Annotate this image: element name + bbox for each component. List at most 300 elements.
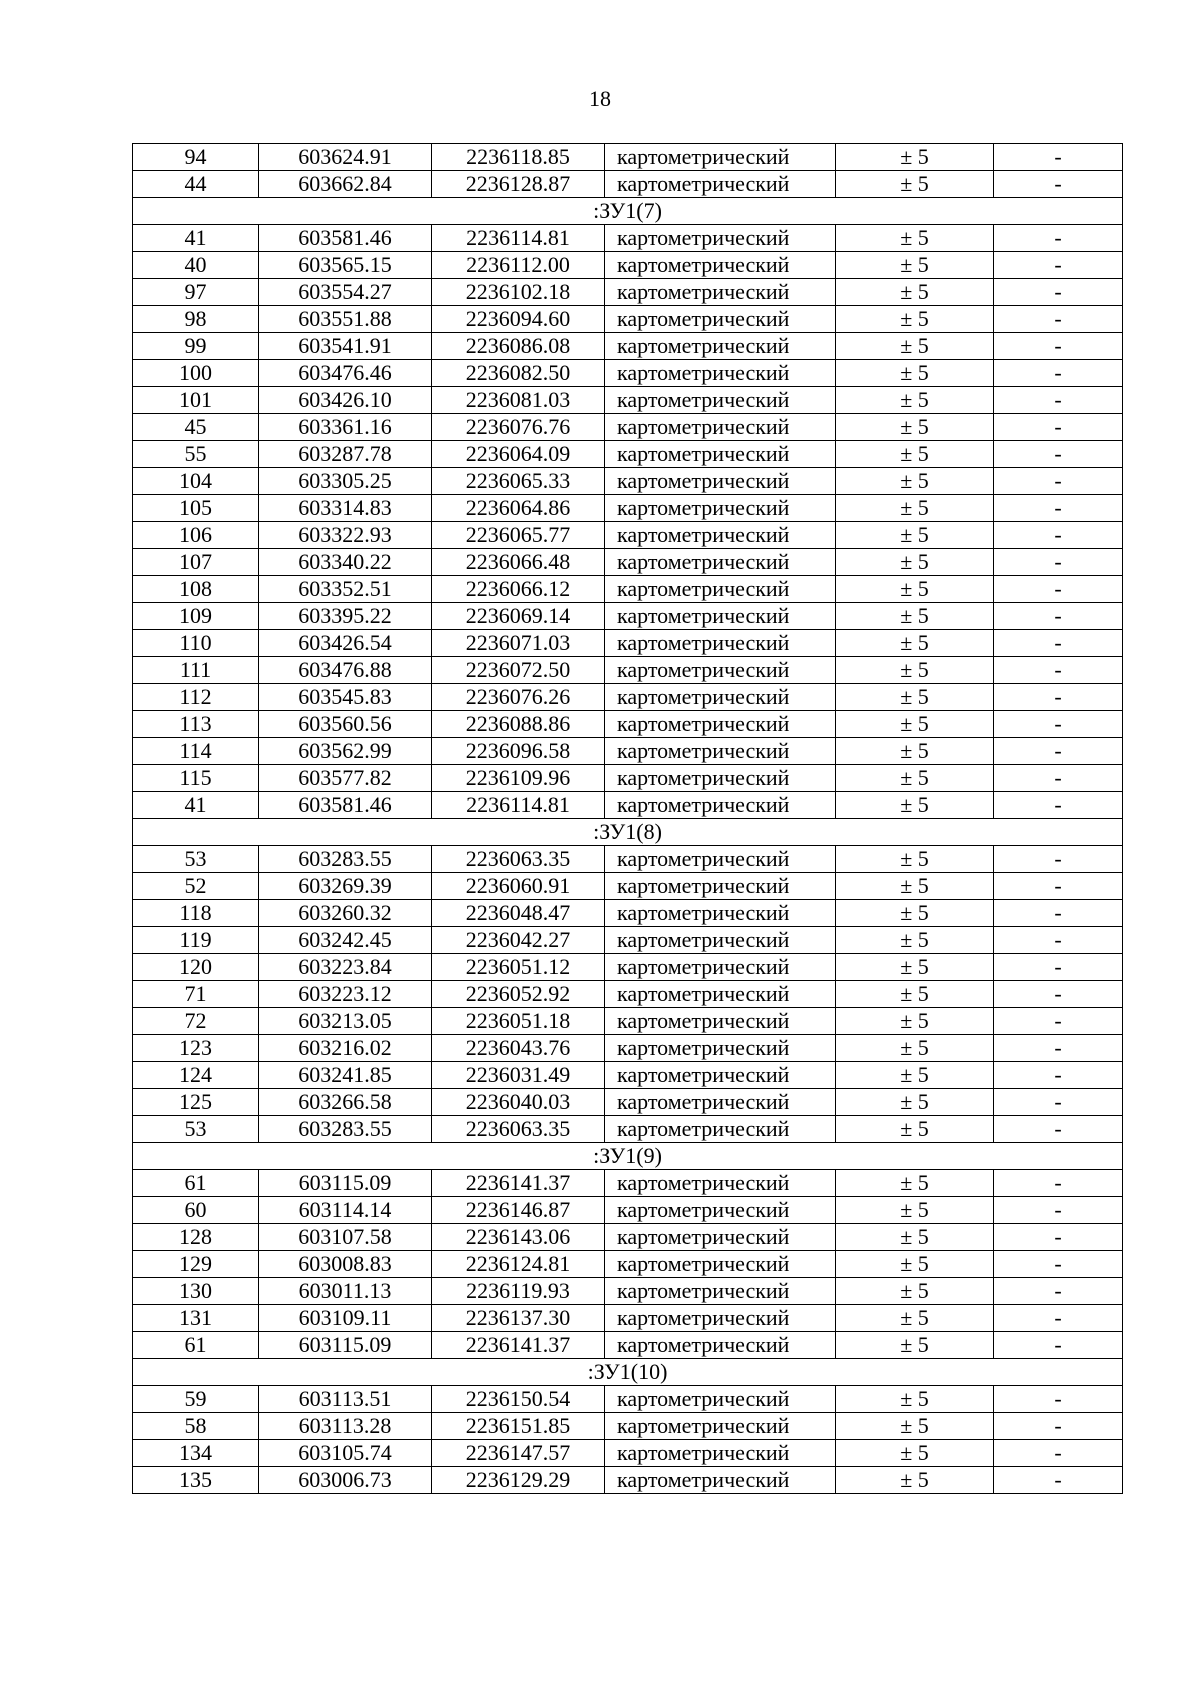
y-coordinate-cell: 2236137.30 [432, 1305, 605, 1332]
table-row [133, 900, 1123, 927]
accuracy-cell: ± 5 [836, 981, 994, 1008]
y-coordinate-cell: 2236119.93 [432, 1278, 605, 1305]
description-cell: - [994, 279, 1123, 306]
method-cell: картометрический [605, 495, 836, 522]
description-cell: - [994, 927, 1123, 954]
method-cell: картометрический [605, 900, 836, 927]
table-row [133, 927, 1123, 954]
description-cell: - [994, 873, 1123, 900]
accuracy-cell: ± 5 [836, 468, 994, 495]
description-cell: - [994, 711, 1123, 738]
x-coordinate-cell: 603352.51 [259, 576, 432, 603]
table-row [133, 549, 1123, 576]
method-cell: картометрический [605, 549, 836, 576]
method-cell: картометрический [605, 1440, 836, 1467]
x-coordinate-cell: 603114.14 [259, 1197, 432, 1224]
point-number-cell: 108 [133, 576, 259, 603]
x-coordinate-cell: 603287.78 [259, 441, 432, 468]
accuracy-cell: ± 5 [836, 1224, 994, 1251]
y-coordinate-cell: 2236147.57 [432, 1440, 605, 1467]
description-cell: - [994, 684, 1123, 711]
y-coordinate-cell: 2236065.33 [432, 468, 605, 495]
table-row [133, 1278, 1123, 1305]
table-row [133, 279, 1123, 306]
table-row [133, 441, 1123, 468]
accuracy-cell: ± 5 [836, 603, 994, 630]
accuracy-cell: ± 5 [836, 225, 994, 252]
y-coordinate-cell: 2236114.81 [432, 792, 605, 819]
table-row [133, 1224, 1123, 1251]
x-coordinate-cell: 603107.58 [259, 1224, 432, 1251]
x-coordinate-cell: 603266.58 [259, 1089, 432, 1116]
description-cell: - [994, 144, 1123, 171]
x-coordinate-cell: 603581.46 [259, 792, 432, 819]
point-number-cell: 112 [133, 684, 259, 711]
table-row [133, 1440, 1123, 1467]
accuracy-cell: ± 5 [836, 387, 994, 414]
table-row [133, 333, 1123, 360]
x-coordinate-cell: 603624.91 [259, 144, 432, 171]
point-number-cell: 104 [133, 468, 259, 495]
description-cell: - [994, 1170, 1123, 1197]
accuracy-cell: ± 5 [836, 954, 994, 981]
method-cell: картометрический [605, 1305, 836, 1332]
description-cell: - [994, 603, 1123, 630]
table-row [133, 981, 1123, 1008]
description-cell: - [994, 1332, 1123, 1359]
table-row [133, 711, 1123, 738]
x-coordinate-cell: 603105.74 [259, 1440, 432, 1467]
accuracy-cell: ± 5 [836, 900, 994, 927]
point-number-cell: 53 [133, 1116, 259, 1143]
point-number-cell: 58 [133, 1413, 259, 1440]
point-number-cell: 100 [133, 360, 259, 387]
table-row [133, 1332, 1123, 1359]
table-row [133, 873, 1123, 900]
accuracy-cell: ± 5 [836, 1008, 994, 1035]
y-coordinate-cell: 2236065.77 [432, 522, 605, 549]
point-number-cell: 129 [133, 1251, 259, 1278]
section-label: :ЗУ1(10) [133, 1359, 1123, 1386]
accuracy-cell: ± 5 [836, 1413, 994, 1440]
accuracy-cell: ± 5 [836, 306, 994, 333]
section-label: :ЗУ1(8) [133, 819, 1123, 846]
y-coordinate-cell: 2236060.91 [432, 873, 605, 900]
section-header-row [133, 198, 1123, 225]
method-cell: картометрический [605, 927, 836, 954]
description-cell: - [994, 306, 1123, 333]
description-cell: - [994, 333, 1123, 360]
x-coordinate-cell: 603476.46 [259, 360, 432, 387]
point-number-cell: 119 [133, 927, 259, 954]
y-coordinate-cell: 2236118.85 [432, 144, 605, 171]
method-cell: картометрический [605, 738, 836, 765]
accuracy-cell: ± 5 [836, 252, 994, 279]
table-row [133, 522, 1123, 549]
accuracy-cell: ± 5 [836, 927, 994, 954]
method-cell: картометрический [605, 387, 836, 414]
table-row [133, 954, 1123, 981]
accuracy-cell: ± 5 [836, 1116, 994, 1143]
method-cell: картометрический [605, 1224, 836, 1251]
method-cell: картометрический [605, 576, 836, 603]
x-coordinate-cell: 603551.88 [259, 306, 432, 333]
description-cell: - [994, 657, 1123, 684]
y-coordinate-cell: 2236076.76 [432, 414, 605, 441]
method-cell: картометрический [605, 765, 836, 792]
point-number-cell: 52 [133, 873, 259, 900]
x-coordinate-cell: 603269.39 [259, 873, 432, 900]
accuracy-cell: ± 5 [836, 1440, 994, 1467]
point-number-cell: 97 [133, 279, 259, 306]
point-number-cell: 45 [133, 414, 259, 441]
description-cell: - [994, 441, 1123, 468]
x-coordinate-cell: 603260.32 [259, 900, 432, 927]
method-cell: картометрический [605, 144, 836, 171]
point-number-cell: 107 [133, 549, 259, 576]
point-number-cell: 111 [133, 657, 259, 684]
accuracy-cell: ± 5 [836, 1251, 994, 1278]
method-cell: картометрический [605, 1008, 836, 1035]
description-cell: - [994, 846, 1123, 873]
description-cell: - [994, 1008, 1123, 1035]
method-cell: картометрический [605, 333, 836, 360]
table-row [133, 1386, 1123, 1413]
point-number-cell: 114 [133, 738, 259, 765]
y-coordinate-cell: 2236052.92 [432, 981, 605, 1008]
section-header-row [133, 819, 1123, 846]
method-cell: картометрический [605, 468, 836, 495]
method-cell: картометрический [605, 1386, 836, 1413]
method-cell: картометрический [605, 522, 836, 549]
y-coordinate-cell: 2236051.18 [432, 1008, 605, 1035]
method-cell: картометрический [605, 360, 836, 387]
x-coordinate-cell: 603361.16 [259, 414, 432, 441]
section-header-row [133, 1143, 1123, 1170]
x-coordinate-cell: 603545.83 [259, 684, 432, 711]
accuracy-cell: ± 5 [836, 873, 994, 900]
point-number-cell: 61 [133, 1332, 259, 1359]
table-row [133, 1008, 1123, 1035]
accuracy-cell: ± 5 [836, 765, 994, 792]
method-cell: картометрический [605, 1062, 836, 1089]
point-number-cell: 120 [133, 954, 259, 981]
y-coordinate-cell: 2236063.35 [432, 1116, 605, 1143]
description-cell: - [994, 468, 1123, 495]
y-coordinate-cell: 2236048.47 [432, 900, 605, 927]
table-row [133, 657, 1123, 684]
description-cell: - [994, 522, 1123, 549]
description-cell: - [994, 1089, 1123, 1116]
accuracy-cell: ± 5 [836, 441, 994, 468]
y-coordinate-cell: 2236063.35 [432, 846, 605, 873]
x-coordinate-cell: 603115.09 [259, 1332, 432, 1359]
x-coordinate-cell: 603216.02 [259, 1035, 432, 1062]
description-cell: - [994, 1224, 1123, 1251]
method-cell: картометрический [605, 1332, 836, 1359]
x-coordinate-cell: 603223.12 [259, 981, 432, 1008]
y-coordinate-cell: 2236109.96 [432, 765, 605, 792]
table-row [133, 603, 1123, 630]
method-cell: картометрический [605, 981, 836, 1008]
y-coordinate-cell: 2236141.37 [432, 1170, 605, 1197]
section-header-row [133, 1359, 1123, 1386]
table-row [133, 630, 1123, 657]
y-coordinate-cell: 2236124.81 [432, 1251, 605, 1278]
y-coordinate-cell: 2236088.86 [432, 711, 605, 738]
point-number-cell: 110 [133, 630, 259, 657]
table-row [133, 1467, 1123, 1494]
table-row [133, 468, 1123, 495]
accuracy-cell: ± 5 [836, 414, 994, 441]
method-cell: картометрический [605, 711, 836, 738]
x-coordinate-cell: 603283.55 [259, 846, 432, 873]
point-number-cell: 106 [133, 522, 259, 549]
method-cell: картометрический [605, 414, 836, 441]
y-coordinate-cell: 2236096.58 [432, 738, 605, 765]
point-number-cell: 60 [133, 1197, 259, 1224]
y-coordinate-cell: 2236064.09 [432, 441, 605, 468]
table-row [133, 765, 1123, 792]
method-cell: картометрический [605, 630, 836, 657]
table-row [133, 1170, 1123, 1197]
method-cell: картометрический [605, 279, 836, 306]
x-coordinate-cell: 603223.84 [259, 954, 432, 981]
description-cell: - [994, 792, 1123, 819]
y-coordinate-cell: 2236040.03 [432, 1089, 605, 1116]
point-number-cell: 118 [133, 900, 259, 927]
description-cell: - [994, 225, 1123, 252]
x-coordinate-cell: 603283.55 [259, 1116, 432, 1143]
table-row [133, 846, 1123, 873]
x-coordinate-cell: 603340.22 [259, 549, 432, 576]
y-coordinate-cell: 2236143.06 [432, 1224, 605, 1251]
x-coordinate-cell: 603565.15 [259, 252, 432, 279]
description-cell: - [994, 1062, 1123, 1089]
x-coordinate-cell: 603395.22 [259, 603, 432, 630]
point-number-cell: 130 [133, 1278, 259, 1305]
x-coordinate-cell: 603581.46 [259, 225, 432, 252]
method-cell: картометрический [605, 792, 836, 819]
table-row [133, 387, 1123, 414]
description-cell: - [994, 1305, 1123, 1332]
y-coordinate-cell: 2236102.18 [432, 279, 605, 306]
x-coordinate-cell: 603008.83 [259, 1251, 432, 1278]
point-number-cell: 40 [133, 252, 259, 279]
y-coordinate-cell: 2236151.85 [432, 1413, 605, 1440]
table-row [133, 171, 1123, 198]
x-coordinate-cell: 603426.54 [259, 630, 432, 657]
y-coordinate-cell: 2236031.49 [432, 1062, 605, 1089]
method-cell: картометрический [605, 1413, 836, 1440]
description-cell: - [994, 252, 1123, 279]
point-number-cell: 44 [133, 171, 259, 198]
page-number: 18 [589, 86, 611, 111]
description-cell: - [994, 981, 1123, 1008]
method-cell: картометрический [605, 1035, 836, 1062]
method-cell: картометрический [605, 657, 836, 684]
x-coordinate-cell: 603662.84 [259, 171, 432, 198]
table-row [133, 225, 1123, 252]
y-coordinate-cell: 2236051.12 [432, 954, 605, 981]
accuracy-cell: ± 5 [836, 1467, 994, 1494]
table-row [133, 144, 1123, 171]
accuracy-cell: ± 5 [836, 630, 994, 657]
y-coordinate-cell: 2236071.03 [432, 630, 605, 657]
point-number-cell: 94 [133, 144, 259, 171]
description-cell: - [994, 1413, 1123, 1440]
accuracy-cell: ± 5 [836, 144, 994, 171]
method-cell: картометрический [605, 846, 836, 873]
table-row [133, 1089, 1123, 1116]
y-coordinate-cell: 2236128.87 [432, 171, 605, 198]
y-coordinate-cell: 2236072.50 [432, 657, 605, 684]
accuracy-cell: ± 5 [836, 1332, 994, 1359]
section-label: :ЗУ1(9) [133, 1143, 1123, 1170]
description-cell: - [994, 171, 1123, 198]
point-number-cell: 124 [133, 1062, 259, 1089]
y-coordinate-cell: 2236129.29 [432, 1467, 605, 1494]
y-coordinate-cell: 2236094.60 [432, 306, 605, 333]
section-label: :ЗУ1(7) [133, 198, 1123, 225]
point-number-cell: 53 [133, 846, 259, 873]
table-row [133, 738, 1123, 765]
accuracy-cell: ± 5 [836, 522, 994, 549]
point-number-cell: 105 [133, 495, 259, 522]
y-coordinate-cell: 2236141.37 [432, 1332, 605, 1359]
method-cell: картометрический [605, 603, 836, 630]
point-number-cell: 98 [133, 306, 259, 333]
method-cell: картометрический [605, 1278, 836, 1305]
y-coordinate-cell: 2236043.76 [432, 1035, 605, 1062]
x-coordinate-cell: 603541.91 [259, 333, 432, 360]
point-number-cell: 55 [133, 441, 259, 468]
description-cell: - [994, 387, 1123, 414]
accuracy-cell: ± 5 [836, 711, 994, 738]
method-cell: картометрический [605, 873, 836, 900]
point-number-cell: 99 [133, 333, 259, 360]
x-coordinate-cell: 603006.73 [259, 1467, 432, 1494]
x-coordinate-cell: 603314.83 [259, 495, 432, 522]
x-coordinate-cell: 603305.25 [259, 468, 432, 495]
description-cell: - [994, 765, 1123, 792]
y-coordinate-cell: 2236066.48 [432, 549, 605, 576]
x-coordinate-cell: 603115.09 [259, 1170, 432, 1197]
method-cell: картометрический [605, 252, 836, 279]
description-cell: - [994, 738, 1123, 765]
description-cell: - [994, 1440, 1123, 1467]
accuracy-cell: ± 5 [836, 657, 994, 684]
description-cell: - [994, 360, 1123, 387]
description-cell: - [994, 1251, 1123, 1278]
method-cell: картометрический [605, 1116, 836, 1143]
x-coordinate-cell: 603560.56 [259, 711, 432, 738]
accuracy-cell: ± 5 [836, 549, 994, 576]
method-cell: картометрический [605, 954, 836, 981]
method-cell: картометрический [605, 1251, 836, 1278]
x-coordinate-cell: 603011.13 [259, 1278, 432, 1305]
point-number-cell: 115 [133, 765, 259, 792]
method-cell: картометрический [605, 684, 836, 711]
point-number-cell: 131 [133, 1305, 259, 1332]
description-cell: - [994, 1467, 1123, 1494]
point-number-cell: 61 [133, 1170, 259, 1197]
accuracy-cell: ± 5 [836, 1278, 994, 1305]
y-coordinate-cell: 2236081.03 [432, 387, 605, 414]
y-coordinate-cell: 2236064.86 [432, 495, 605, 522]
description-cell: - [994, 1197, 1123, 1224]
description-cell: - [994, 576, 1123, 603]
method-cell: картометрический [605, 441, 836, 468]
point-number-cell: 72 [133, 1008, 259, 1035]
accuracy-cell: ± 5 [836, 1197, 994, 1224]
method-cell: картометрический [605, 225, 836, 252]
accuracy-cell: ± 5 [836, 279, 994, 306]
table-row [133, 1305, 1123, 1332]
method-cell: картометрический [605, 306, 836, 333]
accuracy-cell: ± 5 [836, 171, 994, 198]
table-row [133, 792, 1123, 819]
method-cell: картометрический [605, 1170, 836, 1197]
x-coordinate-cell: 603241.85 [259, 1062, 432, 1089]
point-number-cell: 125 [133, 1089, 259, 1116]
description-cell: - [994, 495, 1123, 522]
y-coordinate-cell: 2236086.08 [432, 333, 605, 360]
table-row [133, 1035, 1123, 1062]
point-number-cell: 113 [133, 711, 259, 738]
accuracy-cell: ± 5 [836, 1386, 994, 1413]
point-number-cell: 41 [133, 792, 259, 819]
point-number-cell: 134 [133, 1440, 259, 1467]
method-cell: картометрический [605, 1197, 836, 1224]
description-cell: - [994, 549, 1123, 576]
point-number-cell: 128 [133, 1224, 259, 1251]
table-row [133, 684, 1123, 711]
point-number-cell: 109 [133, 603, 259, 630]
x-coordinate-cell: 603562.99 [259, 738, 432, 765]
table-row [133, 1413, 1123, 1440]
table-row [133, 495, 1123, 522]
x-coordinate-cell: 603113.51 [259, 1386, 432, 1413]
table-row [133, 576, 1123, 603]
accuracy-cell: ± 5 [836, 792, 994, 819]
accuracy-cell: ± 5 [836, 1305, 994, 1332]
x-coordinate-cell: 603426.10 [259, 387, 432, 414]
coordinates-table-body [133, 144, 1123, 1494]
description-cell: - [994, 1278, 1123, 1305]
description-cell: - [994, 1386, 1123, 1413]
accuracy-cell: ± 5 [836, 1170, 994, 1197]
y-coordinate-cell: 2236066.12 [432, 576, 605, 603]
accuracy-cell: ± 5 [836, 846, 994, 873]
method-cell: картометрический [605, 171, 836, 198]
description-cell: - [994, 1035, 1123, 1062]
table-row [133, 1251, 1123, 1278]
table-row [133, 414, 1123, 441]
y-coordinate-cell: 2236082.50 [432, 360, 605, 387]
y-coordinate-cell: 2236076.26 [432, 684, 605, 711]
description-cell: - [994, 1116, 1123, 1143]
accuracy-cell: ± 5 [836, 495, 994, 522]
description-cell: - [994, 414, 1123, 441]
x-coordinate-cell: 603213.05 [259, 1008, 432, 1035]
x-coordinate-cell: 603554.27 [259, 279, 432, 306]
point-number-cell: 71 [133, 981, 259, 1008]
point-number-cell: 41 [133, 225, 259, 252]
table-row [133, 1062, 1123, 1089]
table-row [133, 1116, 1123, 1143]
table-row [133, 360, 1123, 387]
